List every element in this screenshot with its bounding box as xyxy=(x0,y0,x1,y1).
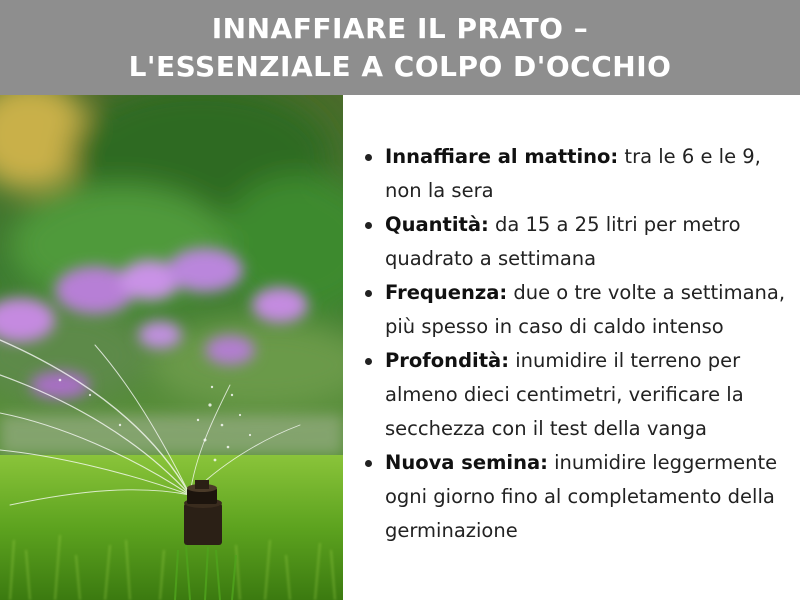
title-banner xyxy=(0,0,800,95)
sprinkler-illustration xyxy=(0,95,343,600)
bullet-icon xyxy=(365,358,372,365)
tip-label: Nuova semina: xyxy=(385,451,548,474)
tip-label: Profondità: xyxy=(385,349,509,372)
tip-label: Frequenza: xyxy=(385,281,508,304)
title-line-2: L'ESSENZIALE A COLPO D'OCCHIO xyxy=(128,49,672,83)
tip-text: due o tre volte a settimana, più spesso in caso di caldo intenso xyxy=(385,281,786,338)
tip-label: Innaffiare al mattino: xyxy=(385,145,619,168)
tip-label: Quantità: xyxy=(385,213,489,236)
tip-item-quantity xyxy=(363,208,790,276)
tip-text: inumidire leggermente ogni giorno fino al completamento della germinazione xyxy=(385,451,778,542)
title-line-1: INNAFFIARE IL PRATO – xyxy=(211,11,589,45)
tip-text: inumidire il terreno per almeno dieci centimetri, verificare la secchezza con il test della vanga xyxy=(385,349,744,440)
tips-panel xyxy=(343,95,800,600)
tip-item-new-seeding xyxy=(363,446,790,548)
tip-text: tra le 6 e le 9, non la sera xyxy=(385,145,761,202)
sprinkler-photo xyxy=(0,95,343,600)
tip-item-frequency xyxy=(363,276,790,344)
bullet-icon xyxy=(365,290,372,297)
tip-item-depth xyxy=(363,344,790,446)
bullet-icon xyxy=(365,222,372,229)
tip-text: da 15 a 25 litri per metro quadrato a settimana xyxy=(385,213,741,270)
tip-item-morning xyxy=(363,140,790,208)
tips-list xyxy=(363,140,790,548)
bullet-icon xyxy=(365,460,372,467)
bullet-icon xyxy=(365,154,372,161)
sprinkler-head xyxy=(184,480,222,545)
